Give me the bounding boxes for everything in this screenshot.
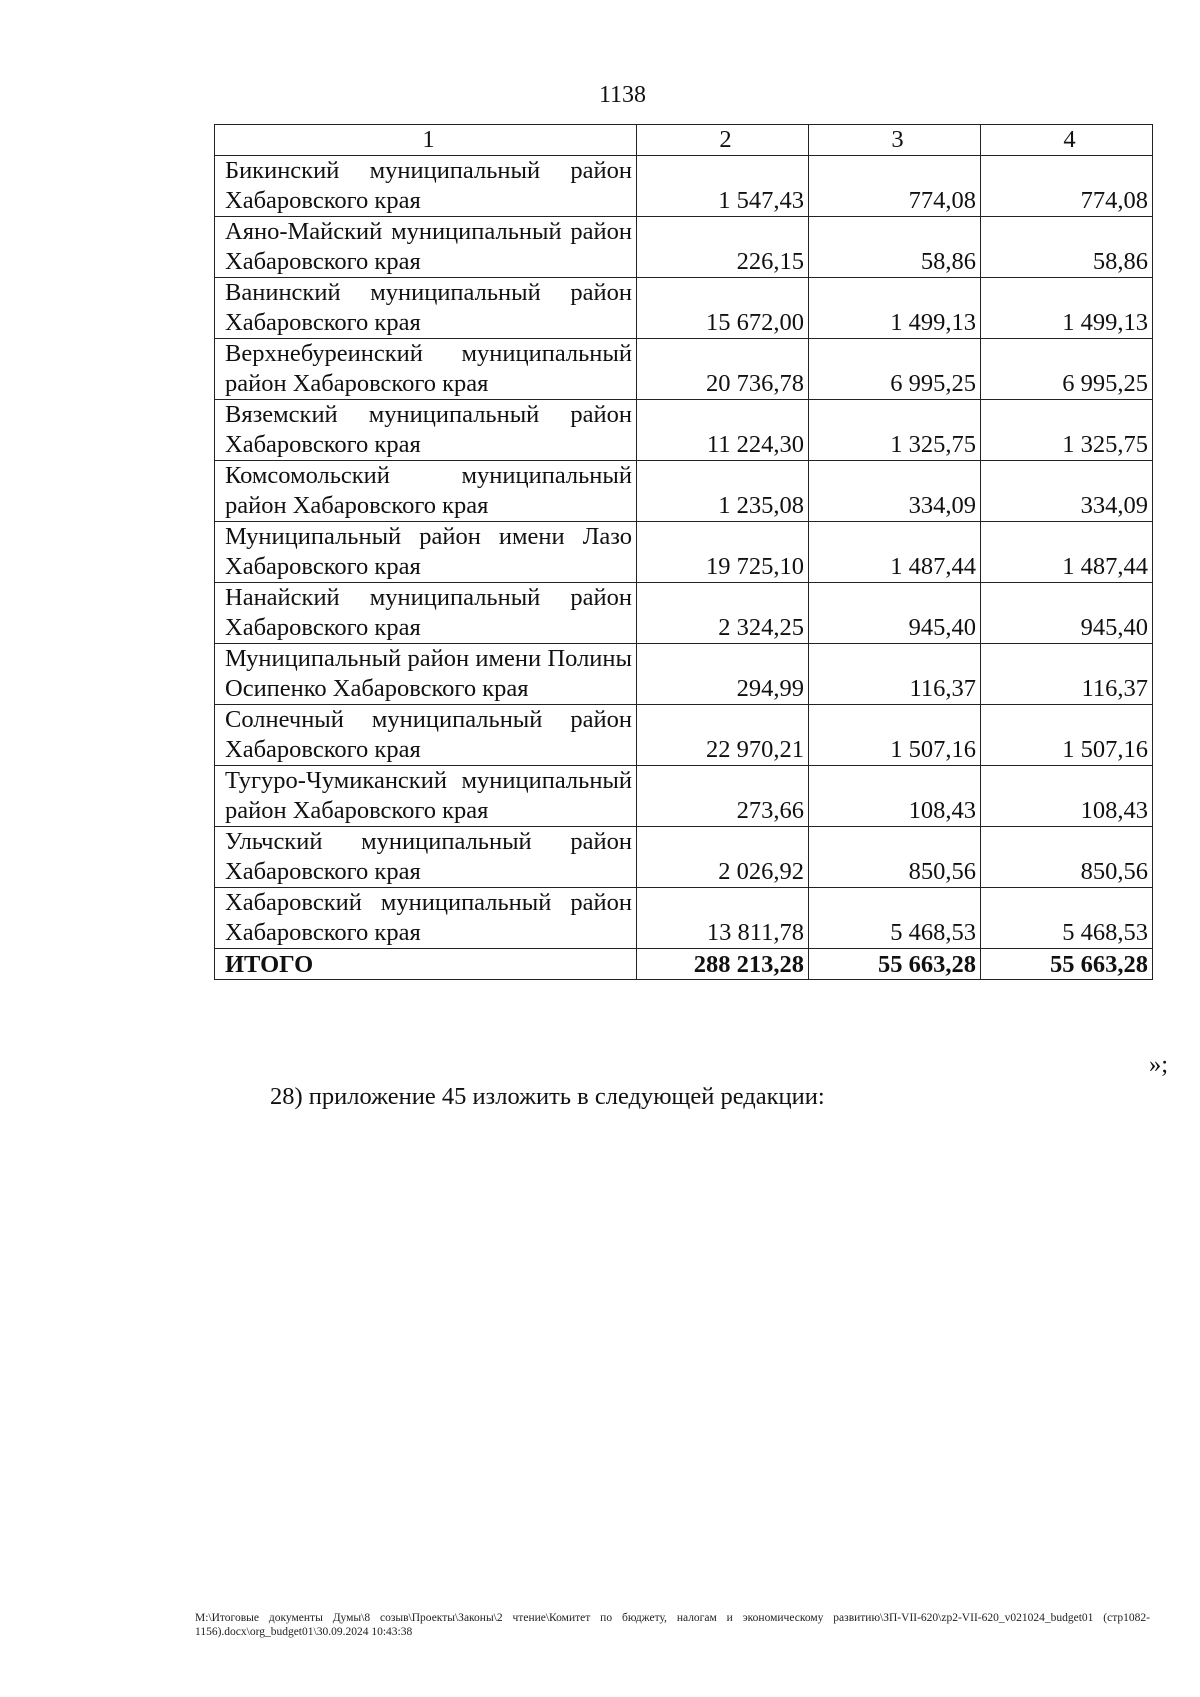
table-row xyxy=(215,583,1153,644)
column-header-4: 4 xyxy=(981,125,1153,156)
value-col-4: 58,86 xyxy=(981,217,1153,278)
value-col-3: 945,40 xyxy=(809,583,981,644)
total-label: ИТОГО xyxy=(215,949,637,980)
table-row xyxy=(215,522,1153,583)
value-col-4: 5 468,53 xyxy=(981,888,1153,949)
value-col-4: 334,09 xyxy=(981,461,1153,522)
table-row xyxy=(215,156,1153,217)
district-name: Тугуро-Чумиканский муниципальный район Хабаровского края xyxy=(215,766,637,827)
table-row xyxy=(215,888,1153,949)
value-col-2: 22 970,21 xyxy=(637,705,809,766)
value-col-2: 226,15 xyxy=(637,217,809,278)
value-col-3: 774,08 xyxy=(809,156,981,217)
district-name: Нанайский муниципальный район Хабаровского края xyxy=(215,583,637,644)
value-col-3: 5 468,53 xyxy=(809,888,981,949)
value-col-3: 1 499,13 xyxy=(809,278,981,339)
value-col-4: 108,43 xyxy=(981,766,1153,827)
footer-file-path: М:\Итоговые документы Думы\8 созыв\Проекты\Законы\2 чтение\Комитет по бюджету, налогам и экономическому развитию\ЗП-VII-620\zp2-VII-620_v021024_budget01 (стр1082-1156).docx\org_budget01\30.09.2024 10:43:38 xyxy=(195,1612,1150,1638)
district-name: Ванинский муниципальный район Хабаровского края xyxy=(215,278,637,339)
table-row xyxy=(215,461,1153,522)
total-col-4: 55 663,28 xyxy=(981,949,1153,980)
table-row xyxy=(215,827,1153,888)
closing-quote: »; xyxy=(1149,1051,1169,1078)
district-name: Аяно-Майский муниципальный район Хабаровского края xyxy=(215,217,637,278)
value-col-4: 774,08 xyxy=(981,156,1153,217)
district-name: Ульчский муниципальный район Хабаровского края xyxy=(215,827,637,888)
value-col-2: 294,99 xyxy=(637,644,809,705)
value-col-4: 1 487,44 xyxy=(981,522,1153,583)
district-name: Комсомольский муниципальный район Хабаровского края xyxy=(215,461,637,522)
value-col-2: 20 736,78 xyxy=(637,339,809,400)
value-col-4: 116,37 xyxy=(981,644,1153,705)
value-col-2: 2 324,25 xyxy=(637,583,809,644)
table-header-row xyxy=(215,125,1153,156)
value-col-4: 1 499,13 xyxy=(981,278,1153,339)
value-col-4: 1 325,75 xyxy=(981,400,1153,461)
value-col-2: 1 235,08 xyxy=(637,461,809,522)
district-name: Муниципальный район имени Полины Осипенко Хабаровского края xyxy=(215,644,637,705)
value-col-3: 6 995,25 xyxy=(809,339,981,400)
value-col-2: 273,66 xyxy=(637,766,809,827)
table-row xyxy=(215,339,1153,400)
instruction-paragraph: 28) приложение 45 изложить в следующей редакции: xyxy=(270,1083,825,1110)
total-col-3: 55 663,28 xyxy=(809,949,981,980)
value-col-2: 15 672,00 xyxy=(637,278,809,339)
district-name: Бикинский муниципальный район Хабаровского края xyxy=(215,156,637,217)
district-name: Вяземский муниципальный район Хабаровского края xyxy=(215,400,637,461)
value-col-3: 1 325,75 xyxy=(809,400,981,461)
table-row xyxy=(215,278,1153,339)
table-row xyxy=(215,217,1153,278)
value-col-2: 2 026,92 xyxy=(637,827,809,888)
table-row xyxy=(215,766,1153,827)
value-col-4: 6 995,25 xyxy=(981,339,1153,400)
value-col-4: 945,40 xyxy=(981,583,1153,644)
total-row xyxy=(215,949,1153,980)
district-name: Муниципальный район имени Лазо Хабаровского края xyxy=(215,522,637,583)
value-col-3: 58,86 xyxy=(809,217,981,278)
district-name: Хабаровский муниципальный район Хабаровского края xyxy=(215,888,637,949)
value-col-2: 11 224,30 xyxy=(637,400,809,461)
table-row xyxy=(215,705,1153,766)
district-name: Солнечный муниципальный район Хабаровского края xyxy=(215,705,637,766)
table-row xyxy=(215,644,1153,705)
value-col-2: 1 547,43 xyxy=(637,156,809,217)
value-col-3: 1 487,44 xyxy=(809,522,981,583)
value-col-2: 19 725,10 xyxy=(637,522,809,583)
value-col-2: 13 811,78 xyxy=(637,888,809,949)
column-header-1: 1 xyxy=(215,125,637,156)
value-col-3: 116,37 xyxy=(809,644,981,705)
district-name: Верхнебуреинский муниципальный район Хабаровского края xyxy=(215,339,637,400)
value-col-3: 334,09 xyxy=(809,461,981,522)
budget-table xyxy=(214,124,1153,980)
value-col-4: 850,56 xyxy=(981,827,1153,888)
total-col-2: 288 213,28 xyxy=(637,949,809,980)
value-col-4: 1 507,16 xyxy=(981,705,1153,766)
column-header-3: 3 xyxy=(809,125,981,156)
page-number: 1138 xyxy=(598,82,647,108)
value-col-3: 108,43 xyxy=(809,766,981,827)
value-col-3: 1 507,16 xyxy=(809,705,981,766)
table-row xyxy=(215,400,1153,461)
value-col-3: 850,56 xyxy=(809,827,981,888)
column-header-2: 2 xyxy=(637,125,809,156)
